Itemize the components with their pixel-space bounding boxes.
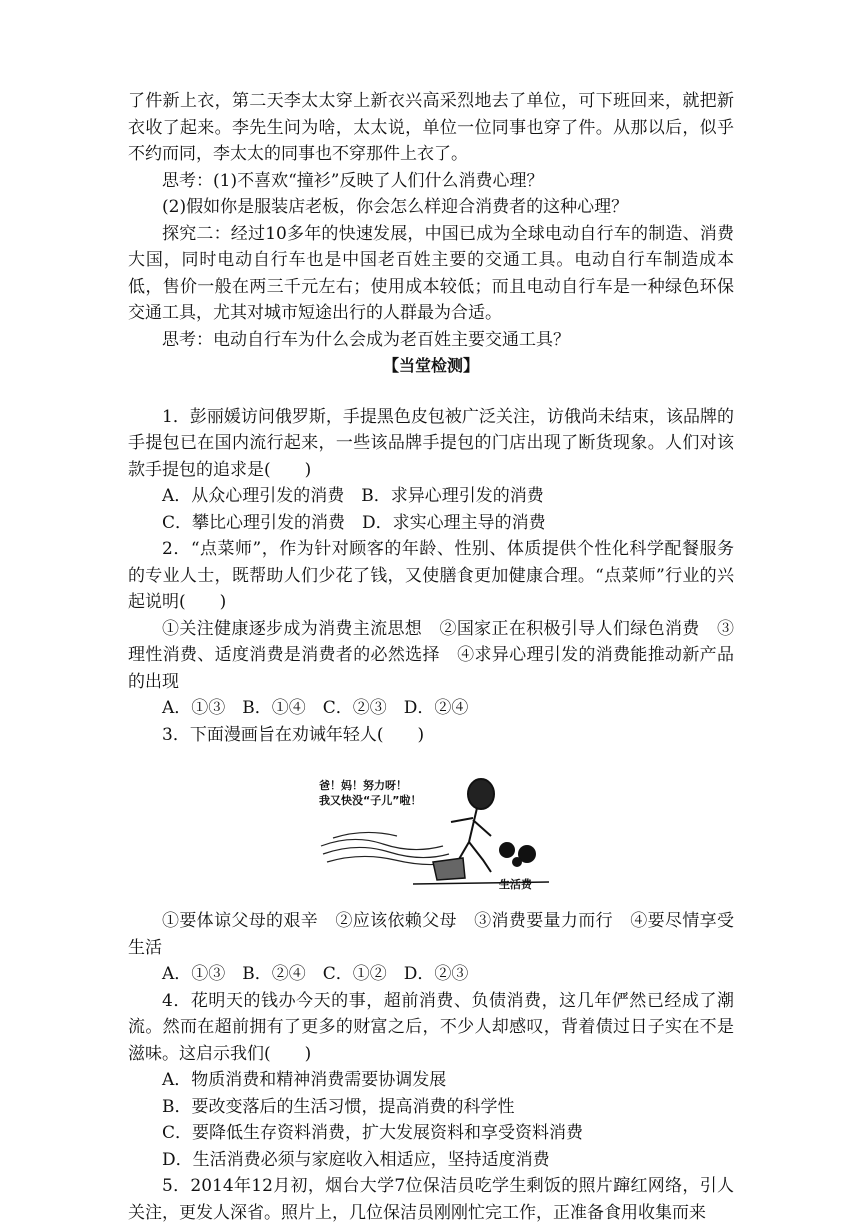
question-4-option-b: B．要改变落后的生活习惯，提高消费的科学性	[162, 1096, 515, 1117]
question-3-options: A．①③ B．②④ C．①② D．②③	[162, 964, 469, 984]
question-1-stem: 1．彭丽媛访问俄罗斯，手提黑色皮包被广泛关注，访俄尚未结束，该品牌的手提包已在国内流行起来，一些该品牌手提包的门店出现了断货现象。人们对该款手提包的追求是( )	[128, 406, 734, 480]
cartoon-image	[313, 764, 549, 894]
intro-paragraph: 了件新上衣，第二天李太太穿上新衣兴高采烈地去了单位，可下班回来，就把新衣收了起来。李先生问为啥，太太说，单位一位同事也穿了件。从那以后，似乎不约而同，李太太的同事也不穿那件上衣了。	[128, 91, 734, 164]
think-question-1: 思考：(1)不喜欢“撞衫”反映了人们什么消费心理？	[162, 170, 544, 191]
running-man	[445, 779, 494, 872]
question-4-stem: 4．花明天的钱办今天的事，超前消费、负债消费，这几年俨然已经成了潮流。然而在超前拥有了更多的财富之后，不少人却感叹，背着债过日子实在不是滋味。这启示我们( )	[128, 990, 734, 1064]
question-5-stem: 5．2014年12月初，烟台大学7位保洁员吃学生剩饭的照片蹿红网络，引人关注，更发人深省。照片上，几位保洁员刚刚忙完工作，正准备食用收集而来	[128, 1176, 734, 1223]
creatures	[499, 842, 536, 867]
cartoon-speech-line-2: 我又快没“子儿”啦！	[319, 794, 422, 807]
question-3-items: ①要体谅父母的艰辛 ②应该依赖父母 ③消费要量力而行 ④要尽情享受生活	[128, 911, 734, 958]
rock-shape	[433, 858, 465, 880]
question-2-options: A．①③ B．①④ C．②③ D．②④	[162, 698, 469, 718]
think-question-2: (2)假如你是服装店老板，你会怎么样迎合消费者的这种心理？	[162, 197, 629, 217]
question-4-option-d: D．生活消费必须与家庭收入相适应，坚持适度消费	[162, 1149, 550, 1170]
spacer	[128, 380, 734, 404]
question-2-items: ①关注健康逐步成为消费主流思想 ②国家正在积极引导人们绿色消费 ③理性消费、适度消费是消费者的必然选择 ④求异心理引发的消费能推动新产品的出现	[128, 618, 734, 692]
section-title: 【当堂检测】	[382, 356, 479, 375]
cartoon-speech-line-1: 爸！妈！努力呀！	[319, 779, 407, 792]
question-1-options-cd: C．攀比心理引发的消费 D．求实心理主导的消费	[162, 512, 546, 533]
question-1-options-ab: A．从众心理引发的消费 B．求异心理引发的消费	[162, 486, 544, 506]
question-2-stem: 2．“点菜师”，作为针对顾客的年龄、性别、体质提供个性化科学配餐服务的专业人士，既帮助人们少花了钱，又使膳食更加健康合理。“点菜师”行业的兴起说明( )	[128, 539, 734, 612]
think-question-3: 思考：电动自行车为什么会成为老百姓主要交通工具？	[162, 329, 570, 350]
cartoon-label: 生活费	[499, 878, 532, 891]
document-content	[128, 88, 734, 1226]
speed-lines	[321, 832, 453, 864]
question-3-stem: 3．下面漫画旨在劝诫年轻人( )	[162, 724, 425, 745]
question-4-option-c: C．要降低生存资料消费，扩大发展资料和享受资料消费	[162, 1123, 584, 1143]
cartoon-figure-wrapper	[128, 764, 734, 894]
cartoon-speech	[319, 778, 421, 808]
explore-two-paragraph: 探究二：经过10多年的快速发展，中国已成为全球电动自行车的制造、消费大国，同时电动自行车也是中国老百姓主要的交通工具。电动自行车制造成本低，售价一般在两三千元左右；使用成本较低；而且电动自行车是一种绿色环保交通工具，尤其对城市短途出行的人群最为合适。	[128, 223, 734, 323]
question-4-option-a: A．物质消费和精神消费需要协调发展	[162, 1070, 447, 1090]
